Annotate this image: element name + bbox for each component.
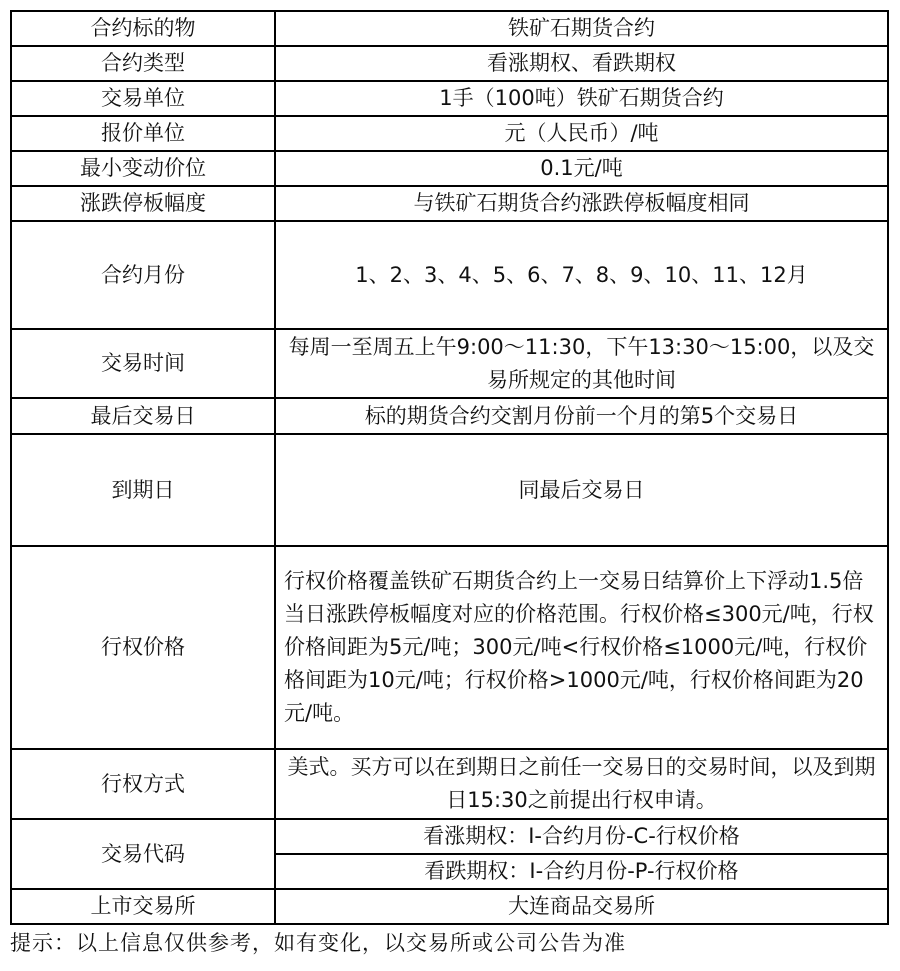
- table-row: [11, 221, 888, 329]
- table-row: [11, 546, 888, 749]
- row-label: 行权价格: [11, 546, 275, 749]
- row-value: 标的期货合约交割月份前一个月的第5个交易日: [275, 398, 888, 434]
- table-row: [11, 186, 888, 221]
- row-label: 合约月份: [11, 221, 275, 329]
- row-value: 同最后交易日: [275, 434, 888, 546]
- row-value: 看涨期权：I-合约月份-C-行权价格: [275, 819, 888, 854]
- table-row: [11, 329, 888, 398]
- row-value: 1、2、3、4、5、6、7、8、9、10、11、12月: [275, 221, 888, 329]
- table-row: [11, 46, 888, 81]
- contract-spec-table: [10, 10, 889, 925]
- row-label: 合约标的物: [11, 11, 275, 46]
- row-label: 交易单位: [11, 81, 275, 116]
- row-label: 交易时间: [11, 329, 275, 398]
- row-label: 交易代码: [11, 819, 275, 889]
- table-row: [11, 819, 888, 854]
- row-value: 0.1元/吨: [275, 151, 888, 186]
- table-row: [11, 889, 888, 924]
- row-value: 看跌期权：I-合约月份-P-行权价格: [275, 854, 888, 889]
- row-value: 行权价格覆盖铁矿石期货合约上一交易日结算价上下浮动1.5倍当日涨跌停板幅度对应的价格范围。行权价格≤300元/吨，行权价格间距为5元/吨；300元/吨<行权价格≤1000元/吨，行权价格间距为10元/吨；行权价格>1000元/吨，行权价格间距为20元/吨。: [275, 546, 888, 749]
- table-row: [11, 398, 888, 434]
- table-row: [11, 434, 888, 546]
- row-label: 行权方式: [11, 749, 275, 819]
- table-row: [11, 116, 888, 151]
- table-row: [11, 81, 888, 116]
- table-row: [11, 749, 888, 819]
- row-value: 元（人民币）/吨: [275, 116, 888, 151]
- row-value: 铁矿石期货合约: [275, 11, 888, 46]
- table-row: [11, 151, 888, 186]
- row-value: 每周一至周五上午9:00～11:30，下午13:30～15:00，以及交易所规定的其他时间: [275, 329, 888, 398]
- row-label: 到期日: [11, 434, 275, 546]
- row-label: 涨跌停板幅度: [11, 186, 275, 221]
- row-label: 合约类型: [11, 46, 275, 81]
- row-value: 看涨期权、看跌期权: [275, 46, 888, 81]
- row-value: 大连商品交易所: [275, 889, 888, 924]
- row-value: 与铁矿石期货合约涨跌停板幅度相同: [275, 186, 888, 221]
- disclaimer-note: 提示：以上信息仅供参考，如有变化，以交易所或公司公告为准: [10, 931, 626, 955]
- row-label: 报价单位: [11, 116, 275, 151]
- row-value: 1手（100吨）铁矿石期货合约: [275, 81, 888, 116]
- row-label: 最小变动价位: [11, 151, 275, 186]
- row-label: 上市交易所: [11, 889, 275, 924]
- table-row: [11, 11, 888, 46]
- row-value: 美式。买方可以在到期日之前任一交易日的交易时间，以及到期日15:30之前提出行权申请。: [275, 749, 888, 819]
- row-label: 最后交易日: [11, 398, 275, 434]
